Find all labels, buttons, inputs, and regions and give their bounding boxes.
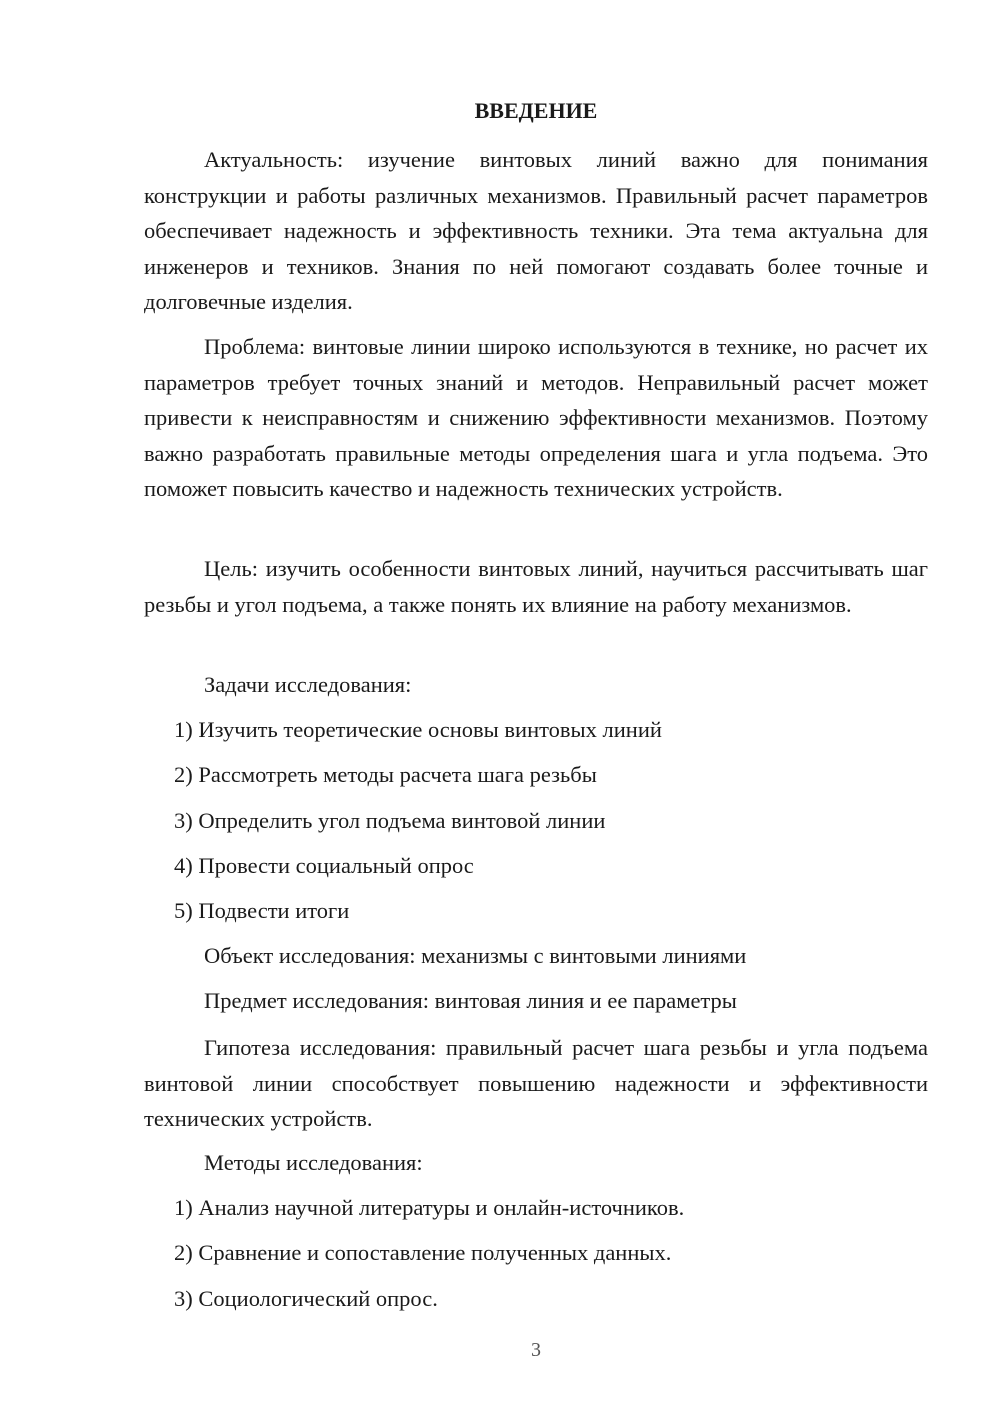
object-statement: Объект исследования: механизмы с винтовыми линиями bbox=[204, 943, 747, 968]
problem-paragraph: Проблема: винтовые линии широко используются в технике, но расчет их параметров требует точных знаний и методов. Неправильный расчет может привести к неисправностям и снижению эффективности механизмов. Поэтому важно разработать правильные методы определения шага и угла подъема. Это поможет повысить качество и надежность технических устройств. bbox=[144, 334, 928, 501]
methods-heading: Методы исследования: bbox=[204, 1150, 423, 1175]
tasks-heading: Задачи исследования: bbox=[204, 672, 412, 697]
document-page bbox=[144, 0, 928, 1414]
method-item: 3) Социологический опрос. bbox=[174, 1286, 438, 1311]
method-item: 2) Сравнение и сопоставление полученных данных. bbox=[174, 1240, 672, 1265]
task-item: 2) Рассмотреть методы расчета шага резьбы bbox=[174, 762, 597, 787]
task-item: 3) Определить угол подъема винтовой линии bbox=[174, 808, 606, 833]
page-number: 3 bbox=[531, 1339, 541, 1361]
task-item: 5) Подвести итоги bbox=[174, 898, 350, 923]
method-item: 1) Анализ научной литературы и онлайн-источников. bbox=[174, 1195, 685, 1220]
subject-statement: Предмет исследования: винтовая линия и ее параметры bbox=[204, 988, 737, 1013]
goal-paragraph: Цель: изучить особенности винтовых линий, научиться рассчитывать шаг резьбы и угол подъема, а также понять их влияние на работу механизмов. bbox=[144, 556, 928, 617]
relevance-paragraph: Актуальность: изучение винтовых линий важно для понимания конструкции и работы различных механизмов. Правильный расчет параметров обеспечивает надежность и эффективность техники. Эта тема актуальна для инженеров и техников. Знания по ней помогают создавать более точные и долговечные изделия. bbox=[144, 147, 928, 314]
hypothesis-paragraph: Гипотеза исследования: правильный расчет шага резьбы и угла подъема винтовой линии способствует повышению надежности и эффективности технических устройств. bbox=[144, 1035, 928, 1131]
task-item: 1) Изучить теоретические основы винтовых линий bbox=[174, 717, 662, 742]
task-item: 4) Провести социальный опрос bbox=[174, 853, 474, 878]
page-title: ВВЕДЕНИЕ bbox=[474, 98, 598, 123]
